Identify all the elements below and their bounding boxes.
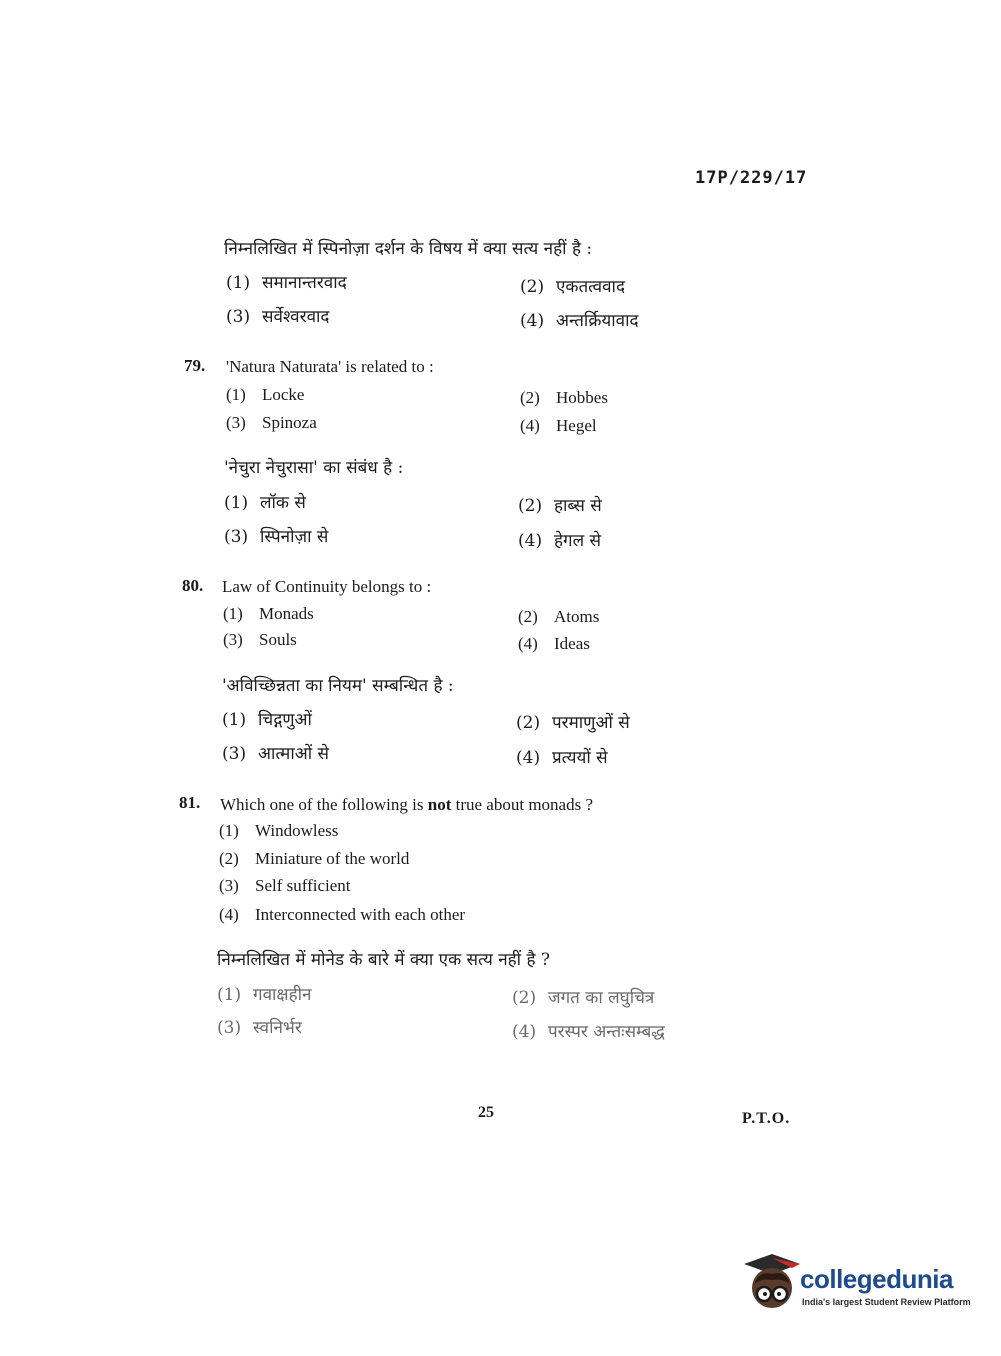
q81-hindi-question: निम्नलिखित में मोनेड के बारे में क्या एक सत्य नहीं है ? xyxy=(217,950,551,970)
q78-hindi-question: निम्नलिखित में स्पिनोज़ा दर्शन के विषय में क्या सत्य नहीं है : xyxy=(224,239,593,259)
q80-number: 80. xyxy=(182,576,204,595)
q80-option-1: (1) Monads xyxy=(223,604,314,623)
q80-option-3: (3) Souls xyxy=(223,630,297,649)
page-number: 25 xyxy=(478,1104,494,1121)
q79-number: 79. xyxy=(184,356,206,375)
q79-hindi-option-2: (2) हाब्स से xyxy=(518,496,602,516)
q81-number: 81. xyxy=(179,793,201,812)
q80-hindi-question: 'अविच्छिन्नता का नियम' सम्बन्धित है : xyxy=(222,676,454,696)
q79-option-1: (1) Locke xyxy=(226,385,305,404)
brand-name: collegedunia xyxy=(800,1264,953,1294)
q80-option-2: (2) Atoms xyxy=(518,607,600,626)
q81-hindi-option-4: (4) परस्पर अन्तःसम्बद्ध xyxy=(512,1022,665,1042)
q81-question: Which one of the following is not true about monads ? xyxy=(220,795,594,814)
q80-hindi-option-2: (2) परमाणुओं से xyxy=(516,713,630,733)
q79-option-3: (3) Spinoza xyxy=(226,413,317,432)
q80-hindi-option-1: (1) चिद्गणुओं xyxy=(222,710,312,730)
q79-option-2: (2) Hobbes xyxy=(520,388,608,407)
q81-option-3: (3) Self sufficient xyxy=(219,876,351,895)
q79-hindi-option-1: (1) लॉक से xyxy=(224,493,306,513)
q80-hindi-option-4: (4) प्रत्ययों से xyxy=(516,748,608,768)
q78-hindi-option-1: (1) समानान्तरवाद xyxy=(226,273,347,293)
brand-tagline: India's largest Student Review Platform xyxy=(802,1297,971,1307)
q81-option-1: (1) Windowless xyxy=(219,821,339,840)
q78-hindi-option-3: (3) सर्वेश्वरवाद xyxy=(226,307,330,327)
pto-label: P.T.O. xyxy=(742,1110,791,1127)
q81-option-4: (4) Interconnected with each other xyxy=(219,905,466,924)
q78-hindi-option-4: (4) अन्तर्क्रियावाद xyxy=(520,311,639,331)
mascot-icon xyxy=(742,1250,802,1322)
q81-hindi-option-1: (1) गवाक्षहीन xyxy=(217,985,312,1005)
paper-code: 17P/229/17 xyxy=(695,168,808,188)
q79-option-4: (4) Hegel xyxy=(520,416,597,435)
q79-hindi-option-3: (3) स्पिनोज़ा से xyxy=(224,527,329,547)
q79-question: 'Natura Naturata' is related to : xyxy=(226,357,434,376)
collegedunia-watermark xyxy=(742,1250,972,1322)
q81-hindi-option-3: (3) स्वनिर्भर xyxy=(217,1018,302,1038)
q81-hindi-option-2: (2) जगत का लघुचित्र xyxy=(512,988,655,1008)
q81-option-2: (2) Miniature of the world xyxy=(219,849,410,868)
q78-hindi-option-2: (2) एकतत्ववाद xyxy=(520,277,625,297)
q79-hindi-option-4: (4) हेगल से xyxy=(518,531,602,551)
q80-question: Law of Continuity belongs to : xyxy=(222,577,432,596)
q80-option-4: (4) Ideas xyxy=(518,634,590,653)
q80-hindi-option-3: (3) आत्माओं से xyxy=(222,744,329,764)
q79-hindi-question: 'नेचुरा नेचुरासा' का संबंध है : xyxy=(224,458,404,478)
